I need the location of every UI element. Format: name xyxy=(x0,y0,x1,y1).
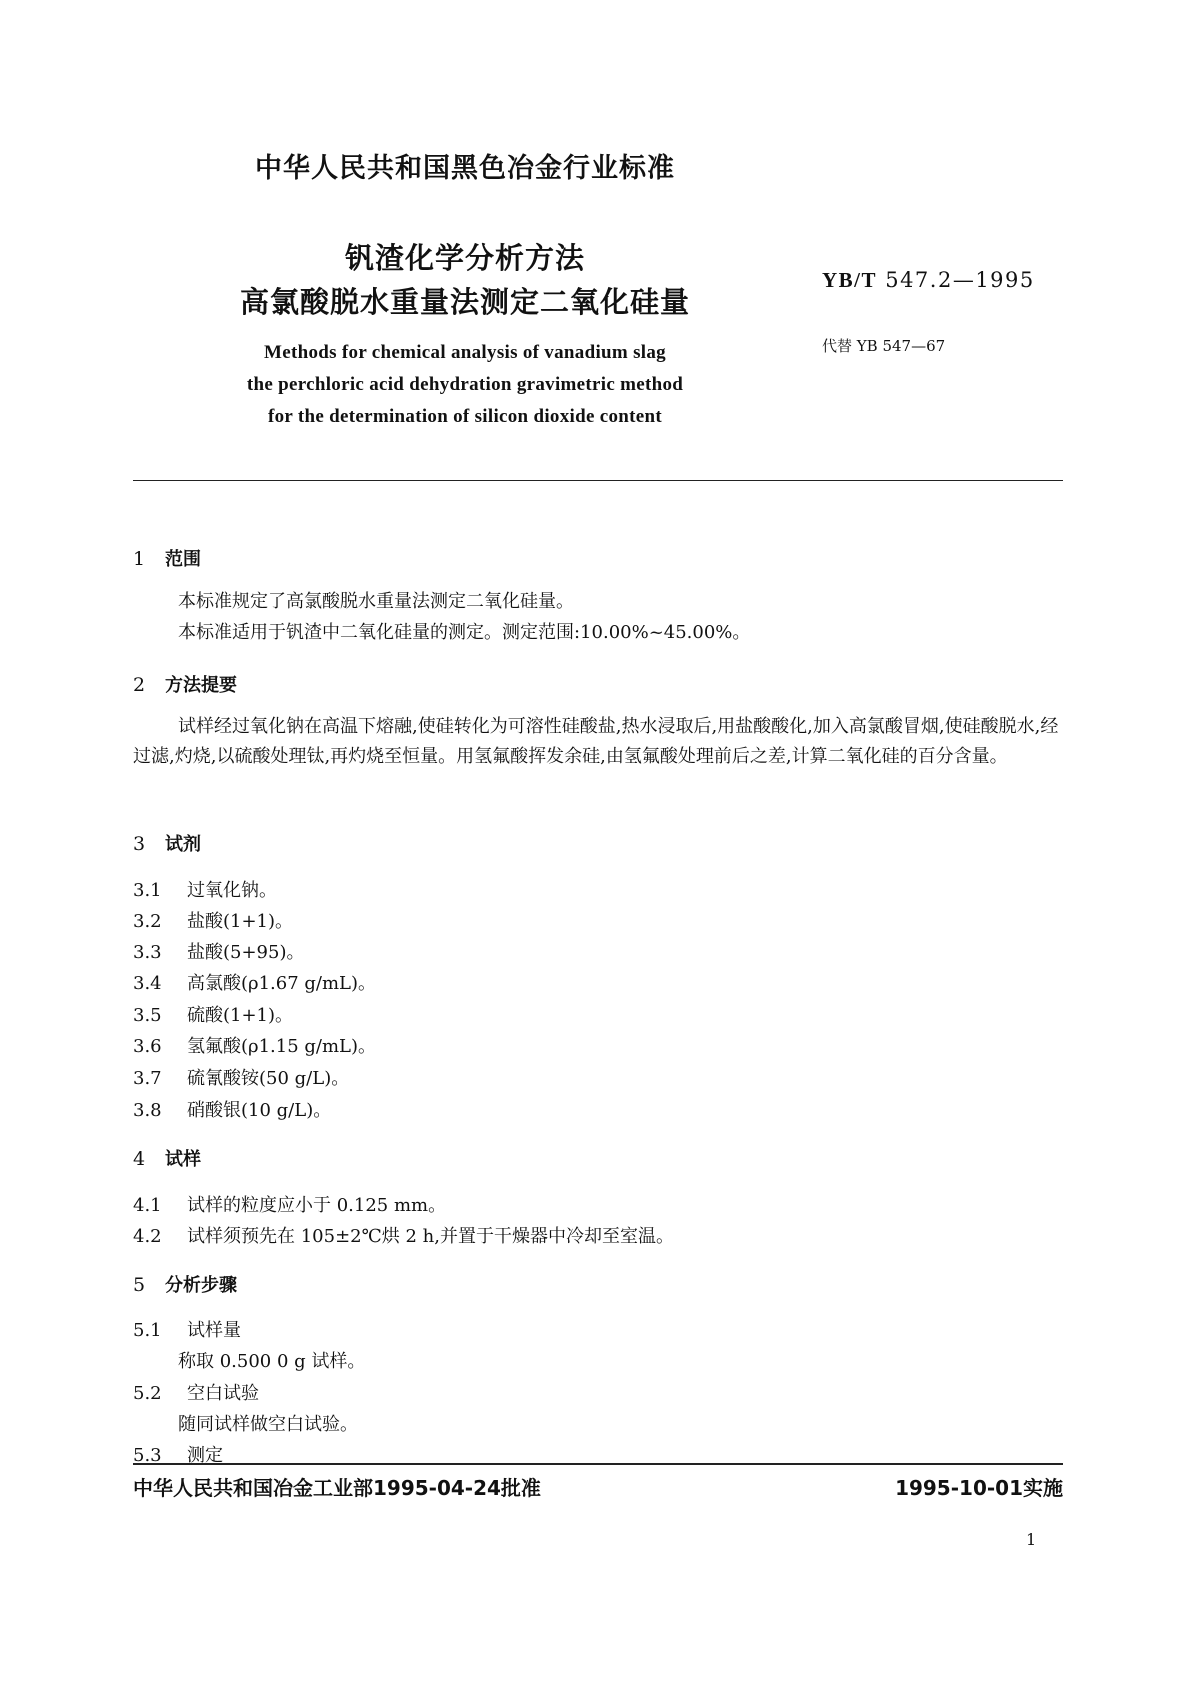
approval-info: 中华人民共和国冶金工业部1995-04-24批准 xyxy=(133,1476,541,1500)
reagent-item: 3.1 过氧化钠。 xyxy=(133,880,277,901)
section-heading-sample xyxy=(133,1145,201,1171)
reagent-item: 3.2 盐酸(1+1)。 xyxy=(133,911,294,932)
document-title-cn-line1: 钒渣化学分析方法 xyxy=(344,241,585,275)
section-heading-procedure xyxy=(133,1271,237,1297)
procedure-item: 5.3 测定 xyxy=(133,1445,223,1466)
reagent-item: 3.8 硝酸银(10 g/L)。 xyxy=(133,1100,332,1121)
section-heading-reagents xyxy=(133,830,201,856)
document-title-en-line2: the perchloric acid dehydration gravimetric method xyxy=(246,374,684,395)
reagent-item: 3.5 硫酸(1+1)。 xyxy=(133,1005,294,1026)
section-number: 2 xyxy=(133,674,146,696)
standard-code-prefix: YB/T xyxy=(822,268,878,292)
industry-standard-title: 中华人民共和国黑色冶金行业标准 xyxy=(255,153,675,184)
standard-code xyxy=(822,268,1035,293)
sample-item: 4.2 试样须预先在 105±2℃烘 2 h,并置于干燥器中冷却至室温。 xyxy=(133,1226,674,1247)
document-title-cn-line2: 高氯酸脱水重量法测定二氧化硅量 xyxy=(239,285,690,319)
document-title-en-line3: for the determination of silicon dioxide content xyxy=(267,406,663,427)
reagent-item: 3.6 氢氟酸(ρ1.15 g/mL)。 xyxy=(133,1036,377,1057)
scope-paragraph-1: 本标准规定了高氯酸脱水重量法测定二氧化硅量。 xyxy=(178,591,574,612)
reagent-item: 3.3 盐酸(5+95)。 xyxy=(133,942,305,963)
section-title: 范围 xyxy=(165,549,201,570)
replaces-standard: 代替 YB 547—67 xyxy=(822,337,946,355)
scope-paragraph-2: 本标准适用于钒渣中二氧化硅量的测定。测定范围:10.00%~45.00%。 xyxy=(178,622,751,643)
footer-divider xyxy=(133,1463,1063,1465)
reagent-item: 3.4 高氯酸(ρ1.67 g/mL)。 xyxy=(133,973,377,994)
section-number: 5 xyxy=(133,1274,146,1296)
section-number: 3 xyxy=(133,833,146,855)
section-title: 试剂 xyxy=(165,834,201,855)
section-heading-method-summary xyxy=(133,671,237,697)
page-number: 1 xyxy=(1026,1530,1037,1549)
sample-item: 4.1 试样的粒度应小于 0.125 mm。 xyxy=(133,1195,447,1216)
section-heading-scope xyxy=(133,545,201,571)
standard-code-number: 547.2—1995 xyxy=(885,268,1035,292)
procedure-item: 5.2 空白试验 xyxy=(133,1383,259,1404)
section-title: 方法提要 xyxy=(165,675,237,696)
implementation-date: 1995-10-01实施 xyxy=(895,1476,1063,1500)
header-divider xyxy=(133,480,1063,481)
procedure-item-detail: 称取 0.500 0 g 试样。 xyxy=(178,1351,366,1372)
section-title: 分析步骤 xyxy=(165,1275,237,1296)
document-title-en-line1: Methods for chemical analysis of vanadium slag xyxy=(264,342,666,363)
section-number: 1 xyxy=(133,548,146,570)
procedure-item: 5.1 试样量 xyxy=(133,1320,241,1341)
reagent-item: 3.7 硫氰酸铵(50 g/L)。 xyxy=(133,1068,350,1089)
method-summary-paragraph: 试样经过氧化钠在高温下熔融,使硅转化为可溶性硅酸盐,热水浸取后,用盐酸酸化,加入高氯酸冒烟,使硅酸脱水,经过滤,灼烧,以硫酸处理钛,再灼烧至恒量。用氢氟酸挥发余硅,由氢氟酸处理前后之差,计算二氧化硅的百分含量。 xyxy=(133,716,1059,767)
procedure-item-detail: 随同试样做空白试验。 xyxy=(178,1414,358,1435)
section-number: 4 xyxy=(133,1148,146,1170)
section-title: 试样 xyxy=(165,1149,201,1170)
